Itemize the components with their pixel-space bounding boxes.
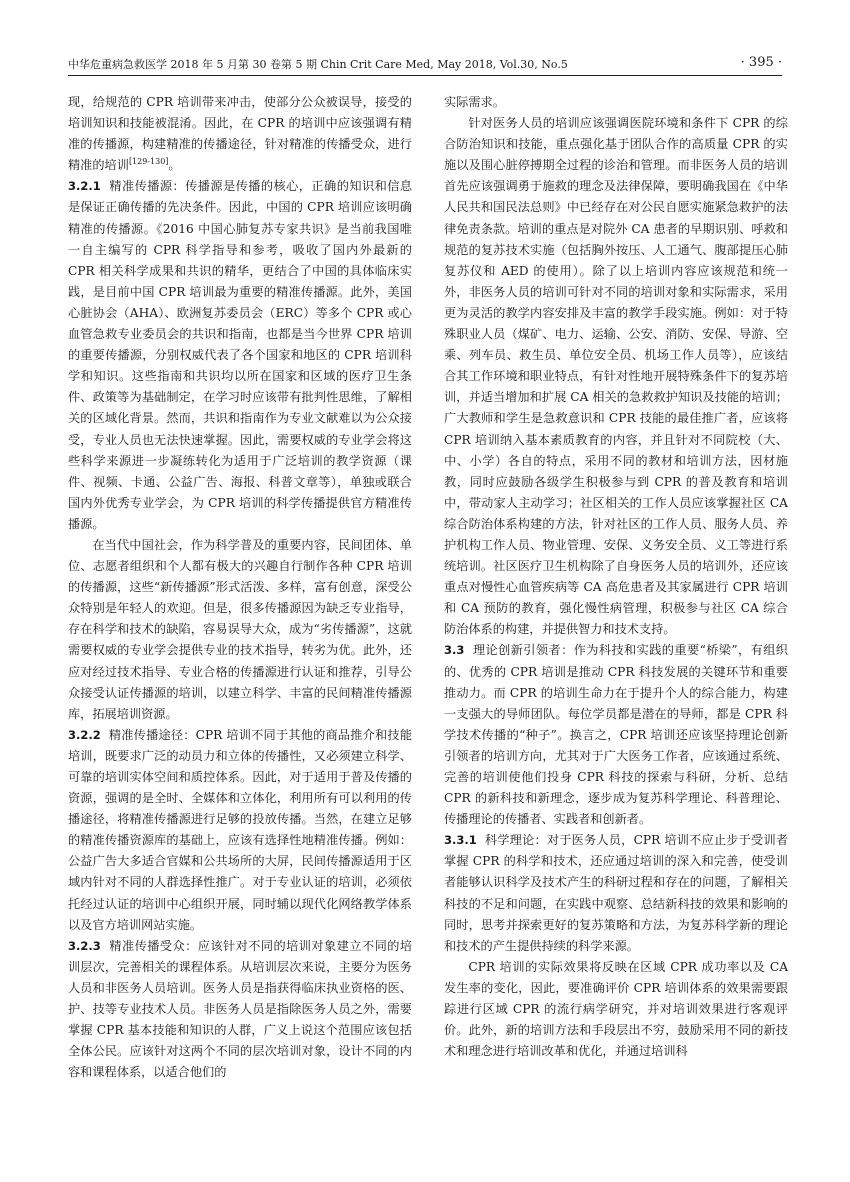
section-3-2-1: 3.2.1 精准传播源：传播源是传播的核心，正确的知识和信息是保证正确传播的先决条件。因此，中国的 CPR 培训应该明确精准的传播源。《2016 中国心肺复苏专家共识》是当前我国唯一自主编写的 CPR 科学指导和参考，吸收了国内外最新的 CPR 相关科学成果和共识的精华，更结合了中国的具体临床实践，是目前中国 CPR 培训最为重要的精准传播源。此外，美国心脏协会（AHA）、欧洲复苏委员会（ERC）等多个 CPR 或心血管急救专业委员会的共识和指南，也都是当今世界 CPR 培训的重要传播源，分别权威代表了各个国家和地区的 CPR 培训科学和知识。这些指南和共识均以所在国家和区域的医疗卫生条件、政策等为基础制定，在学习时应该带有批判性思维，了解相关的区域化背景。然而，共识和指南作为专业文献难以为公众接受，专业人员也无法快速掌握。因此，需要权威的专业学会将这些科学来源进一步凝练转化为适用于广泛培训的教学资源（课件、视频、卡通、公益广告、海报、科普文章等），单独或联合国内外优秀专业学会，为 CPR 培训的科学传播提供官方精准传播源。 bbox=[68, 179, 413, 531]
section-3-3-1: 3.3.1 科学理论：对于医务人员，CPR 培训不应止步于受训者掌握 CPR 的科学和技术，还应通过培训的深入和完善，使受训者能够认识科学及技术产生的科研过程和存在的问题，了解相关科技的不足和问题，在实践中观察、总结新科技的效果和影响的同时，思考并探索更好的复苏策略和方法，为复苏科学新的理论和技术的产生提供持续的科学来源。 bbox=[444, 833, 789, 953]
left-column bbox=[68, 92, 412, 1083]
journal-citation: 中华危重病急救医学 2018 年 5 月第 30 卷第 5 期 Chin Crit Care Med, May 2018, Vol.30, No.5 bbox=[68, 58, 568, 71]
section-number: 3.2.3 bbox=[68, 938, 101, 953]
right-column bbox=[444, 92, 788, 1062]
paragraph: 在当代中国社会，作为科学普及的重要内容，民间团体、单位、志愿者组织和个人都有极大的兴趣自行制作各种 CPR 培训的传播源，这些“新传播源”形式活泼、多样，富有创意，深受公众特别是年轻人的欢迎。但是，很多传播源因为缺乏专业指导，存在科学和技术的缺陷，容易误导大众，成为“劣传播源”，这就需要权威的专业学会提供专业的技术指导，转劣为优。此外，还应对经过技术指导、专业合格的传播源进行认证和推荐，引导公众接受认证传播源的培训，以建立科学、丰富的民间精准传播源库，拓展培训资源。 bbox=[68, 537, 412, 721]
section-number: 3.3 bbox=[444, 643, 465, 658]
paragraph: 现，给规范的 CPR 培训带来冲击，使部分公众被误导，接受的培训知识和技能被混淆。因此，在 CPR 的培训中应该强调有精准的传播源，构建精准的传播途径，针对精准的传播受众，进行精准的培训[129-130]。 bbox=[68, 95, 412, 173]
section-3-3: 3.3 理论创新引领者：作为科技和实践的重要“桥梁”，有组织的、优秀的 CPR 培训是推动 CPR 科技发展的关键环节和重要推动力。而 CPR 的培训生命力在于提升个人的综合能力，构建一支强大的导师团队。每位学员都是潜在的导师，都是 CPR 科学技术传播的“种子”。换言之，CPR 培训还应该坚持理论创新引领者的培训方向，尤其对于广大医务工作者，应该通过系统、完善的培训使他们投身 CPR 科技的探索与科研，分析、总结 CPR 的新科技和新理念，逐步成为复苏科学理论、科普理论、传播理论的传播者、实践者和创新者。 bbox=[444, 643, 788, 827]
section-title: 精准传播途径 bbox=[108, 727, 184, 742]
section-number: 3.2.2 bbox=[68, 727, 101, 742]
section-title: 科学理论 bbox=[484, 833, 535, 848]
section-number: 3.3.1 bbox=[444, 833, 477, 848]
section-number: 3.2.1 bbox=[68, 179, 101, 194]
paragraph: CPR 培训的实际效果将反映在区域 CPR 成功率以及 CA 发生率的变化，因此，要准确评价 CPR 培训体系的效果需要跟踪进行区域 CPR 的流行病学研究，并对培训效果进行客观评价。此外，新的培训方法和手段层出不穷，鼓励采用不同的新技术和理念进行培训改革和优化，并通过培训科 bbox=[444, 959, 788, 1059]
paragraph: 针对医务人员的培训应该强调医院环境和条件下 CPR 的综合防治知识和技能，重点强化基于团队合作的高质量 CPR 的实施以及围心脏停搏期全过程的诊治和管理。而非医务人员的培训首先应该强调勇于施救的理念及法律保障，要明确我国在《中华人民共和国民法总则》中已经存在对公民自愿实施紧急救护的法律免责条款。培训的重点是对院外 CA 患者的早期识别、呼救和规范的复苏技术实施（包括胸外按压、人工通气、腹部提压心肺复苏仪和 AED 的使用）。除了以上培训内容应该规范和统一外，非医务人员的培训可针对不同的培训对象和实际需求，采用更为灵活的教学内容安排及丰富的教学手段实施。例如：对于特殊职业人员（煤矿、电力、运输、公安、消防、安保、导游、空乘、列车员、救生员、单位安全员、机场工作人员等），应该结合其工作环境和职业特点，有针对性地开展特殊条件下的复苏培训，并适当增加和扩展 CA 相关的急救救护知识及技能的培训；广大教师和学生是急救意识和 CPR 技能的最佳推广者，应该将 CPR 培训纳入基本素质教育的内容，并且针对不同院校（大、中、小学）各自的特点，采用不同的教材和培训方法，因材施教，同时应鼓励各级学生积极参与到 CPR 的普及教育和培训中，带动家人主动学习；社区相关的工作人员应该掌握社区 CA 综合防治体系构建的方法，针对社区的工作人员、服务人员、养护机构工作人员、物业管理、安保、义务安全员、义工等进行系统培训。社区医疗卫生机构除了自身医务人员的培训外，还应该重点对慢性心血管疾病等 CA 高危患者及其家属进行 CPR 培训和 CA 预防的教育，强化慢性病管理，积极参与社区 CA 综合防治体系的构建，并提供智力和技术支持。 bbox=[444, 116, 788, 637]
section-3-2-2: 3.2.2 精准传播途径：CPR 培训不同于其他的商品推介和技能培训，既要求广泛的动员力和立体的传播性，又必须建立科学、可靠的培训实体空间和质控体系。因此，对于适用于普及传播的资源，强调的是全时、全媒体和立体化，利用所有可以利用的传播途径，将精准传播源进行足够的投放传播。当然，在建立足够的精准传播资源库的基础上，应该有选择性地精准传播。例如：公益广告大多适合官媒和公共场所的大屏，民间传播源适用于区域内针对不同的人群选择性推广。对于专业认证的培训，必须依托经过认证的培训中心组织开展，同时辅以现代化网络教学体系以及官方培训网站实施。 bbox=[68, 727, 413, 932]
running-header bbox=[68, 55, 782, 76]
section-title: 理论创新引领者 bbox=[472, 643, 562, 658]
paragraph: 实际需求。 bbox=[444, 95, 505, 109]
section-title: 精准传播受众 bbox=[109, 938, 186, 953]
citation-ref[interactable]: [129-130] bbox=[128, 157, 169, 167]
section-title: 精准传播源 bbox=[109, 179, 173, 194]
page-number: · 395 · bbox=[740, 55, 782, 70]
section-3-2-3: 3.2.3 精准传播受众：应该针对不同的培训对象建立不同的培训层次，完善相关的课程体系。从培训层次来说，主要分为医务人员和非医务人员培训。医务人员是指获得临床执业资格的医、护、技等专业技术人员。非医务人员是指除医务人员之外，需要掌握 CPR 基本技能和知识的人群，广义上说这个范围应该包括全体公民。应该针对这两个不同的层次培训对象，设计不同的内容和课程体系，以适合他们的 bbox=[68, 938, 413, 1080]
